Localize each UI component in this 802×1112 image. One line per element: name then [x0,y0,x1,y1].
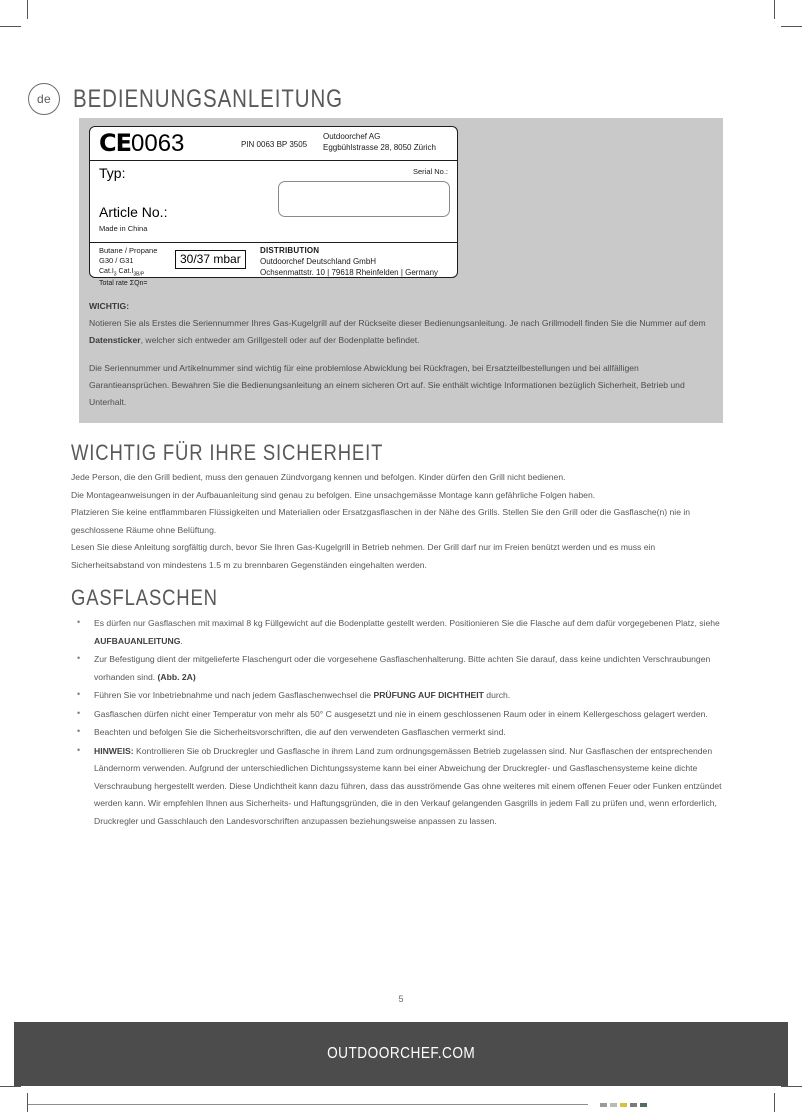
bullet-part1: Beachten und befolgen Sie die Sicherheitsvorschriften, die auf den verwendeten Gasflaschen vermerkt sind. [94,727,506,737]
manufacturer-address: Eggbühlstrasse 28, 8050 Zürich [323,143,436,152]
distribution-company: Outdoorchef Deutschland GmbH [260,257,377,266]
gas-category-line [99,267,148,279]
list-item [71,724,723,742]
bullet-part2: . [180,635,183,646]
safety-paragraph: Platzieren Sie keine entflammbaren Flüssigkeiten und Materialien oder Ersatzgasflaschen in der Nähe des Grills. Stellen Sie den Grill oder die Gasflasche(n) nie in geschlossene Räume ohne Belüftung. [71,507,691,535]
manufacturer-block [323,131,436,153]
crop-mark-top-right-vertical [774,0,775,19]
list-item [71,687,723,705]
gas-section-title: GASFLASCHEN [71,585,218,610]
crop-mark-top-right-horizontal [781,26,802,27]
trim-line [28,1104,588,1105]
serial-number-label: Serial No.: [412,167,448,176]
safety-section-title: WICHTIG FÜR IHRE SICHERHEIT [71,440,384,465]
sticker-header-row [90,127,457,161]
safety-paragraph: Jede Person, die den Grill bedient, muss den genauen Zündvorgang kennen und befolgen. Kinder dürfen den Grill nicht bedienen. [71,472,566,482]
important-paragraph-2: Die Seriennummer und Artikelnummer sind wichtig für eine problemlose Abwicklung bei Rückfragen, bei Ersatzteilbestellungen und bei allfälligen Garantieansprüchen. Bewahren Sie die Bedienungsanleitung an einem sicheren Ort auf. Sie enthält wichtige Informationen bezüglich Sicherheit, Betrieb und Unterhalt. [89,363,685,407]
bullet-part1: Gasflaschen dürfen nicht einer Temperatur von mehr als 50° C ausgesetzt und nie in einem geschlossenen Raum oder in einem Kellergeschoss gelagert werden. [94,708,708,719]
sticker-gas-spec-row [90,243,457,288]
page-number: 5 [398,994,404,1004]
distribution-heading: DISTRIBUTION [260,246,320,255]
safety-paragraph: Lesen Sie diese Anleitung sorgfältig durch, bevor Sie Ihren Gas-Kugelgrill in Betrieb nehmen. Der Grill darf nur im Freien benützt werden und es muss ein Sicherheitsabstand von mindestens 1.5 m zu brennbaren Gegenständen eingehalten werden. [71,542,656,570]
pressure-value: 30/37 mbar [175,250,246,269]
list-item [71,743,723,831]
safety-paragraph: Die Montageanweisungen in der Aufbauanleitung sind genau zu befolgen. Eine unsachgemässe Montage kann gefährliche Folgen haben. [71,489,596,500]
bullet-part2: durch. [483,690,511,700]
cat-prefix-2: Cat.I [118,268,134,275]
bullet-bold: PRÜFUNG AUF DICHTHEIT [373,690,484,700]
type-label: Typ: [99,165,126,181]
crop-mark-bottom-left-vertical [27,1093,28,1112]
cat-sub-2: 3B/P [133,271,145,278]
gas-section-list [71,615,723,831]
gas-type-block [99,246,157,266]
bullet-part2: Kontrollieren Sie ob Druckregler und Gasflasche in ihrem Land zum ordnungsgemässen Betrieb zugelassen sind. Nur Gasflaschen der entsprechenden Ländernorm verwenden. Aufgrund der unterschiedlichen Dichtungssysteme kann bei einer Abweichung der Druckregler- und Gasflaschensysteme keine dichte Verschraubung hergestellt werden. Diese Undichtheit kann dazu führen, dass das ausströmende Gas ohne weiteres mit einem offenen Feuer oder Funken entzündet werden kann. Wir empfehlen Ihnen aus Sicherheits- und Haftungsgründen, die in den Verkauf gelangenden Gasgrills in jedem Fall zu prüfen und, wenn erforderlich, Druckregler und Gasschlauch den Landesvorschriften anzupassen beziehungsweise anpassen zu lassen. [94,745,722,826]
gas-category-block [99,267,148,288]
crop-mark-top-left-horizontal [0,26,21,27]
pin-number: PIN 0063 BP 3505 [241,140,308,149]
manufacturer-name: Outdoorchef AG [323,132,381,141]
important-paragraph-1 [89,298,709,349]
footer-bar [14,1022,788,1086]
gas-type-line1: Butane / Propane [99,246,158,255]
bullet-bold: AUFBAUANLEITUNG [94,635,181,646]
data-sticker [89,126,458,288]
footer-brand: OUTDOORCHEF.COM [326,1045,476,1062]
language-badge: de [28,83,60,115]
distribution-address: Ochsenmattstr. 10 | 79618 Rheinfelden | Germany [260,268,439,277]
safety-section-body [71,469,723,574]
bullet-part1: Zur Befestigung dient der mitgelieferte Flaschengurt oder die vorgesehene Gasflaschenhalterung. Bitte achten Sie darauf, dass keine undichten Verschraubungen vorhanden sind. [94,654,711,682]
article-number-label: Article No.: [99,204,168,220]
bullet-part1: Führen Sie vor Inbetriebnahme und nach jedem Gasflaschenwechsel die [94,690,374,700]
important-p1-part2: , welcher sich entweder am Grillgestell oder auf der Bodenplatte befindet. [140,335,420,345]
crop-mark-bottom-left-horizontal [0,1086,21,1087]
gas-type-line2: G30 / G31 [99,256,134,265]
important-p1-part1: Notieren Sie als Erstes die Seriennummer Ihres Gas-Kugelgrill auf der Rückseite dieser Bedienungsanleitung. Je nach Grillmodell finden Sie die Nummer auf dem [89,318,706,328]
important-info-panel [79,118,723,423]
bullet-bold: HINWEIS: [94,745,134,756]
total-rate-label: Total rate ΣQn= [99,280,148,288]
crop-mark-bottom-right-horizontal [781,1086,802,1087]
cat-sub-1: 3 [113,271,117,278]
list-item [71,706,723,724]
cat-prefix-1: Cat.I [99,268,114,275]
crop-mark-bottom-right-vertical [774,1093,775,1112]
registration-color-strip [600,1103,647,1107]
serial-number-field[interactable] [278,181,450,217]
important-p1-bold: Datensticker [89,335,141,345]
important-heading: WICHTIG: [89,301,130,311]
sticker-identification-row [90,161,457,243]
distribution-block [260,245,438,278]
crop-mark-top-left-vertical [27,0,28,19]
bullet-bold: (Abb. 2A) [157,671,196,682]
ce-number: 0063 [131,130,185,157]
ce-mark [99,130,184,157]
ce-letters: CE [99,129,132,157]
list-item [71,615,723,650]
made-in-label: Made in China [99,224,148,233]
page-title: BEDIENUNGSANLEITUNG [73,84,344,113]
list-item [71,651,723,686]
bullet-part1: Es dürfen nur Gasflaschen mit maximal 8 kg Füllgewicht auf die Bodenplatte gestellt werden. Positionieren Sie die Flasche auf dem dafür vorgegebenen Platz, siehe [94,618,720,628]
important-note-block [89,298,709,422]
